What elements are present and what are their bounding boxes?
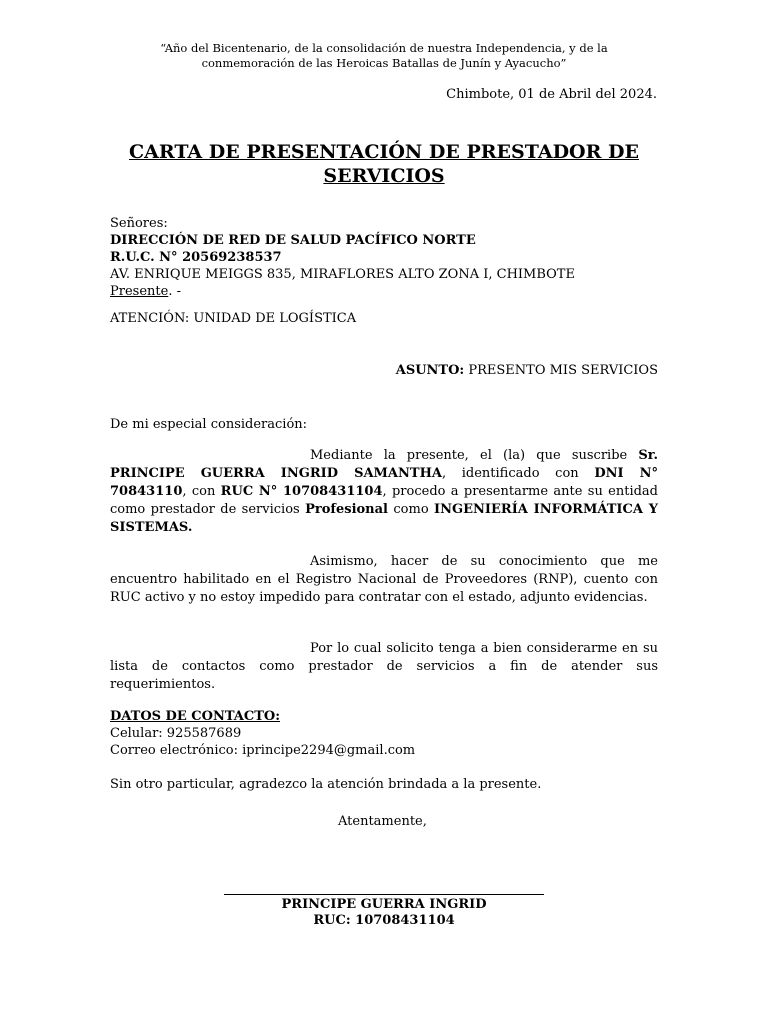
signature-name: PRINCIPE GUERRA INGRID [281,897,487,912]
recipient-ruc: R.U.C. N° 20569238537 [110,250,282,265]
p1-text-2: , identificado con [441,466,595,481]
regards: Atentamente, [338,814,427,829]
signature-line [224,894,544,895]
motto-line-1: “Año del Bicentenario, de la consolidación de nuestra Independencia, y de la [160,41,608,55]
contact-phone: Celular: 925587689 [110,726,242,741]
salutation: Señores: [110,216,168,231]
letter-date: Chimbote, 01 de Abril del 2024. [446,87,657,102]
signature-block [224,897,544,929]
subject-label: ASUNTO: [395,363,465,378]
subject-line [110,362,658,379]
p1-provider-name: Sr. PRINCIPE GUERRA INGRID SAMANTHA [110,448,658,481]
p1-text-5: como [388,502,435,517]
contact-heading: DATOS DE CONTACTO: [110,709,281,724]
recipient-address: AV. ENRIQUE MEIGGS 835, MIRAFLORES ALTO ZONA I, CHIMBOTE [110,267,575,282]
closing-line: Sin otro particular, agradezco la atención brindada a la presente. [110,777,542,792]
p1-text-3: , con [182,484,221,499]
p1-text-1: Mediante la presente, el (la) que suscribe [310,448,639,463]
paragraph-introduction [110,447,658,537]
paragraph-request: Por lo cual solicito tenga a bien considerarme en su lista de contactos como prestador de servicios a fin de atender sus requerimientos. [110,641,658,692]
presente-suffix: . - [168,284,181,299]
p1-ruc: RUC N° 10708431104 [220,484,383,499]
title-line-2: SERVICIOS [323,165,445,187]
contact-email: Correo electrónico: iprincipe2294@gmail.com [110,743,416,758]
recipient-organization: DIRECCIÓN DE RED DE SALUD PACÍFICO NORTE [110,233,476,248]
recipient-block [110,215,658,300]
motto-line-2: conmemoración de las Heroicas Batallas de Junín y Ayacucho” [201,56,567,70]
p1-dni: DNI N° 70843110 [110,466,658,499]
title-line-1: CARTA DE PRESENTACIÓN DE PRESTADOR DE [129,141,639,163]
paragraph-rnp: Asimismo, hacer de su conocimiento que me encuentro habilitado en el Registro Nacional de Proveedores (RNP), cuento con RUC activo y no estoy impedido para contratar con el estado, adjunto evidencias. [110,554,658,605]
p1-text-4: , procedo a presentarme ante su entidad como prestador de servicios [110,484,659,517]
p1-field: INGENIERÍA INFORMÁTICA Y SISTEMAS. [110,502,658,535]
attention-line: ATENCIÓN: UNIDAD DE LOGÍSTICA [110,311,357,326]
signature-ruc: RUC: 10708431104 [313,913,455,928]
contact-block [110,708,658,759]
letter-title [110,140,658,188]
p1-service-type: Profesional [305,502,388,517]
year-motto [110,41,658,71]
presente-word: Presente [110,284,169,299]
subject-text: PRESENTO MIS SERVICIOS [464,363,658,378]
greeting: De mi especial consideración: [110,417,308,432]
presente-line [110,283,658,300]
